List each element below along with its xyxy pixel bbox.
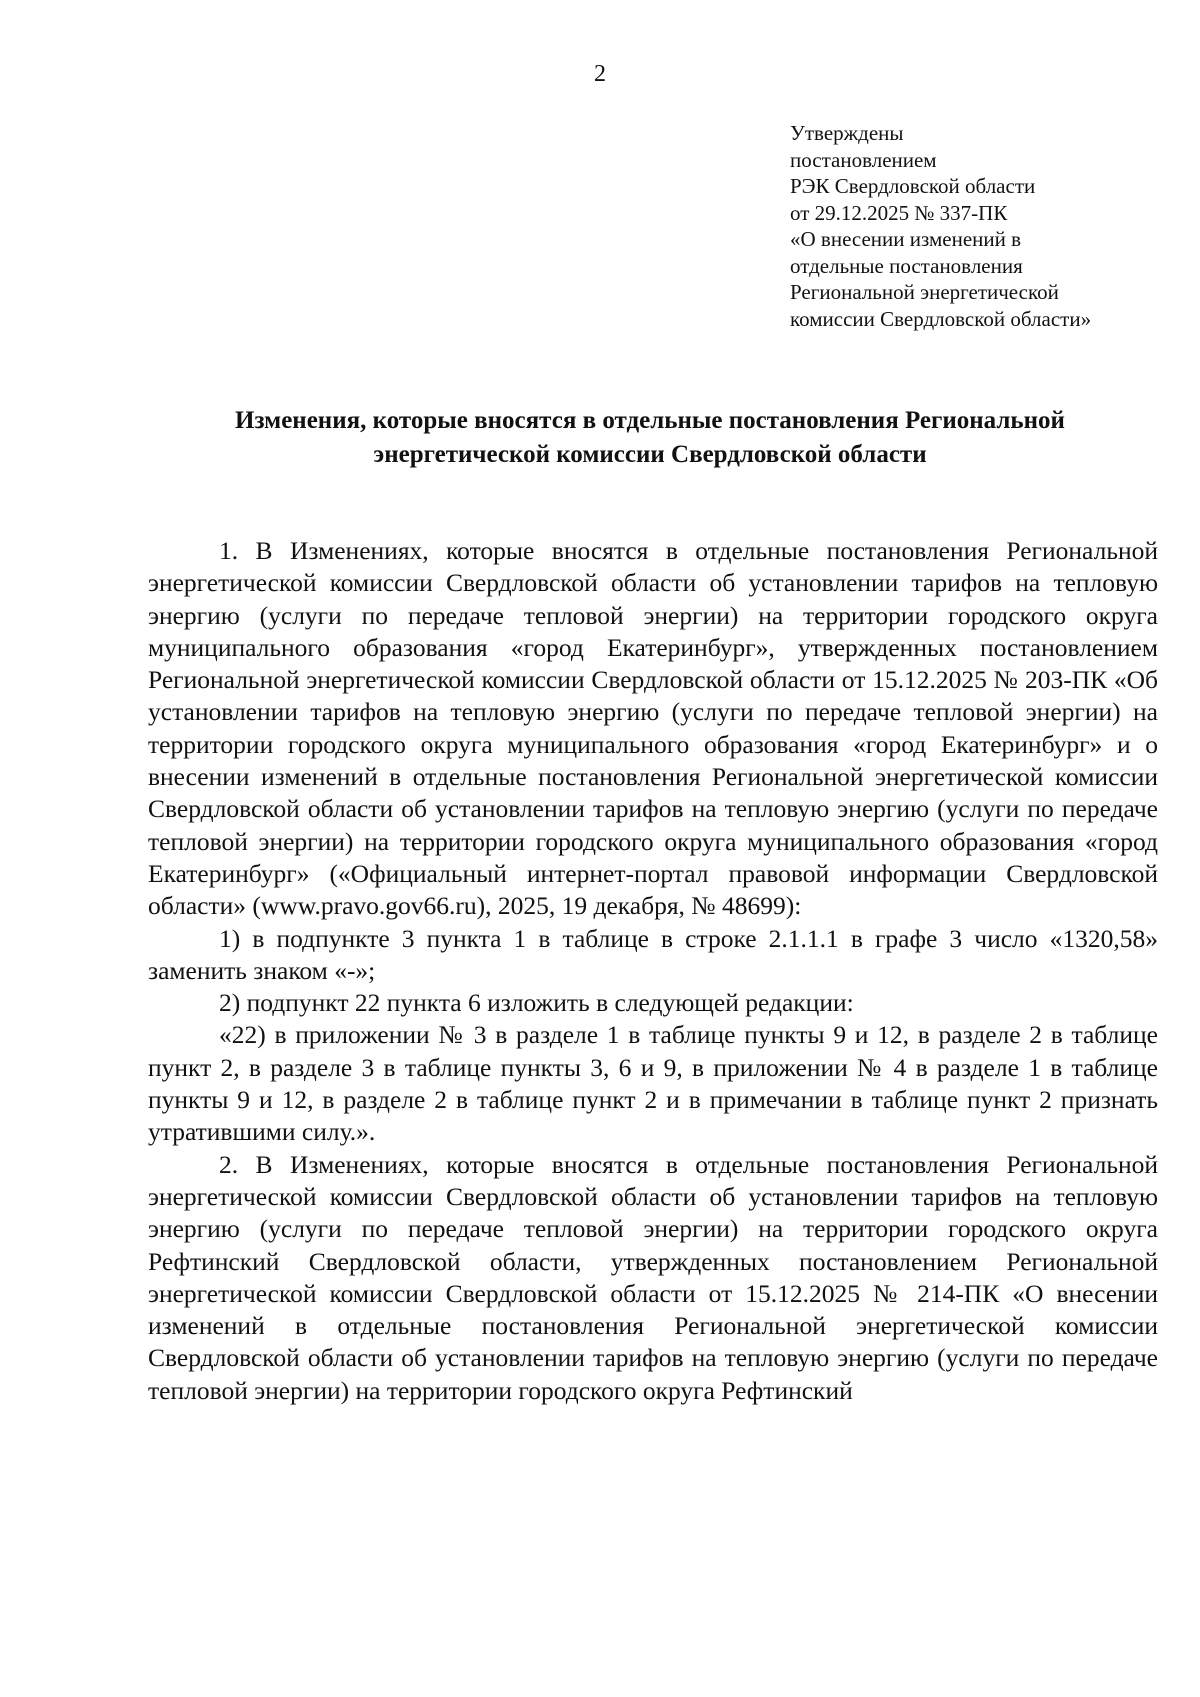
document-title-line: Изменения, которые вносятся в отдельные постановления Региональной [235,407,1065,434]
approval-line: Региональной энергетической [790,280,1059,304]
approval-line: от 29.12.2025 № 337-ПК [790,200,1008,225]
approval-line: комиссии Свердловской области» [790,306,1092,331]
approval-line: постановлением [790,147,937,172]
approval-line: Утверждены [790,121,904,145]
paragraph-item-1: 1. В Изменениях, которые вносятся в отдельные постановления Региональной энергетической комиссии Свердловской области об установлении тарифов на тепловую энергию (услуги по передаче тепловой энергии) на территории городского округа муниципального образования «город Екатеринбург», утвержденных постановлением Региональной энергетической комиссии Свердловской области от 15.12.2025 № 203-ПК «Об установлении тарифов на тепловую энергию (услуги по передаче тепловой энергии) на территории городского округа муниципального образования «город Екатеринбург» и о внесении изменений в отдельные постановления Региональной энергетической комиссии Свердловской области об установлении тарифов на тепловую энергию (услуги по передаче тепловой энергии) на территории городского округа муниципального образования «город Екатеринбург» («Официальный интернет-портал правовой информации Свердловской области» (www.pravo.gov66.ru), 2025, 19 декабря, № 48699): [148,536,1158,921]
approval-line: «О внесении изменений в [790,227,1022,251]
document-title-line: энергетической комиссии Свердловской области [373,441,927,468]
document-body [148,535,1158,1407]
document-title [150,404,1150,472]
approval-stamp [790,120,1180,332]
quoted-subparagraph-22: «22) в приложении № 3 в разделе 1 в таблице пункты 9 и 12, в разделе 2 в таблице пункт 2, в разделе 3 в таблице пункты 3, 6 и 9, в приложении № 4 в разделе 1 в таблице пункты 9 и 12, в разделе 2 в таблице пункт 2 и в примечании в таблице пункт 2 признать утратившими силу.». [148,1020,1158,1147]
subparagraph-1: 1) в подпункте 3 пункта 1 в таблице в строке 2.1.1.1 в графе 3 число «1320,58» заменить знаком «-»; [148,923,1158,985]
paragraph-item-2: 2. В Изменениях, которые вносятся в отдельные постановления Региональной энергетической комиссии Свердловской области об установлении тарифов на тепловую энергию (услуги по передаче тепловой энергии) на территории городского округа Рефтинский Свердловской области, утвержденных постановлением Региональной энергетической комиссии Свердловской области от 15.12.2025 № 214-ПК «О внесении изменений в отдельные постановления Региональной энергетической комиссии Свердловской области об установлении тарифов на тепловую энергию (услуги по передаче тепловой энергии) на территории городского округа Рефтинский [148,1149,1158,1405]
subparagraph-2: 2) подпункт 22 пункта 6 изложить в следующей редакции: [219,988,854,1018]
page-number: 2 [594,61,606,87]
approval-line: РЭК Свердловской области [790,174,1036,198]
approval-line: отдельные постановления [790,253,1023,278]
